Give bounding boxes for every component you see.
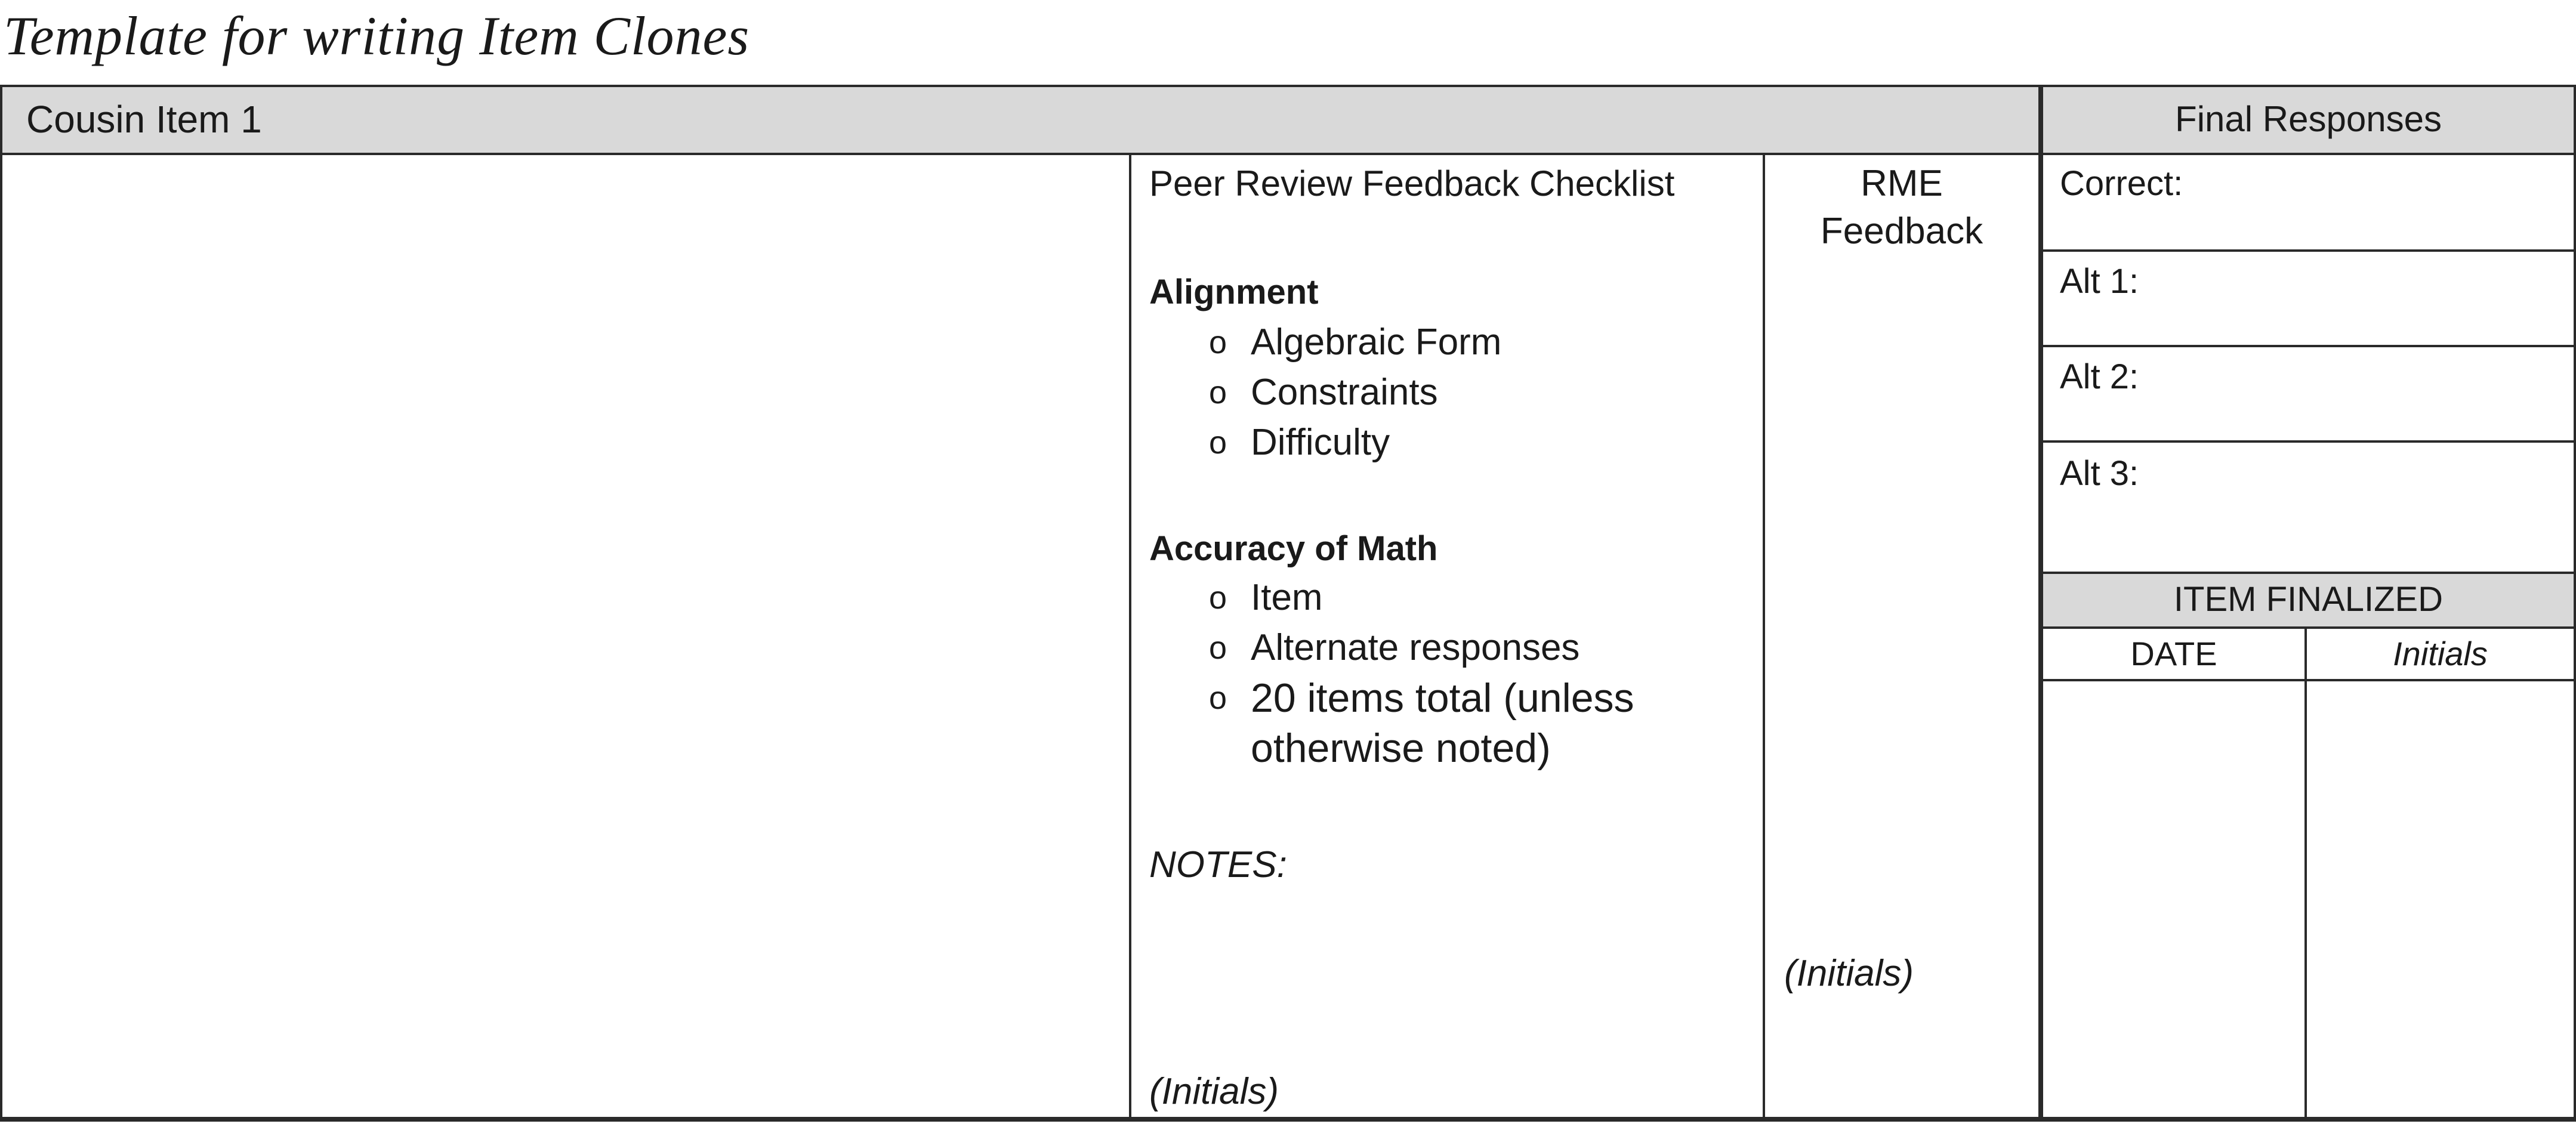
cousin-item-header: Cousin Item 1	[26, 98, 262, 141]
alt3-row-divider	[2043, 572, 2574, 574]
alt3-response-field[interactable]	[2043, 443, 2574, 572]
bullet-circle-icon: o	[1209, 630, 1227, 666]
table-bottom-border	[0, 1117, 2576, 1122]
alt1-response-field[interactable]	[2043, 252, 2574, 345]
cousin-item-header-bar	[2, 87, 2041, 153]
bullet-circle-icon: o	[1209, 325, 1227, 360]
list-item[interactable]	[1209, 623, 1634, 673]
list-item[interactable]	[1209, 573, 1634, 623]
alignment-item-difficulty: Difficulty	[1251, 422, 1390, 463]
bullet-circle-icon: o	[1209, 680, 1227, 716]
alignment-list	[1209, 317, 1501, 468]
accuracy-heading: Accuracy of Math	[1149, 529, 1438, 568]
rme-feedback-title-line2: Feedback	[1820, 211, 1983, 252]
item-finalized-title: ITEM FINALIZED	[2173, 580, 2444, 619]
rme-feedback-title-line1: RME	[1861, 163, 1943, 204]
table-right-border	[2574, 85, 2576, 1122]
accuracy-list	[1209, 573, 1634, 773]
list-item[interactable]	[1209, 368, 1501, 418]
final-responses-divider	[2038, 85, 2043, 1122]
bullet-circle-icon: o	[1209, 375, 1227, 410]
list-item[interactable]	[1209, 317, 1501, 368]
rme-feedback-area[interactable]	[1771, 268, 2032, 925]
alt1-label: Alt 1:	[2060, 262, 2139, 301]
list-item[interactable]	[1209, 673, 1634, 723]
alt2-label: Alt 2:	[2060, 357, 2139, 396]
date-column-header: DATE	[2130, 635, 2217, 672]
alignment-item-constraints: Constraints	[1251, 372, 1438, 413]
rme-initials-label: (Initials)	[1784, 953, 1914, 994]
peer-review-initials-label: (Initials)	[1149, 1071, 1279, 1112]
date-entry-field[interactable]	[2043, 681, 2304, 1117]
accuracy-item-20-items-total: 20 items total (unless	[1251, 675, 1634, 721]
accuracy-item-otherwise-noted: otherwise noted)	[1251, 725, 1551, 771]
item-content-area[interactable]	[2, 155, 1129, 1117]
alt2-response-field[interactable]	[2043, 347, 2574, 440]
bullet-circle-icon: o	[1209, 580, 1227, 616]
alignment-heading: Alignment	[1149, 273, 1319, 311]
alignment-item-algebraic-form: Algebraic Form	[1251, 322, 1502, 363]
accuracy-item-item: Item	[1251, 577, 1323, 618]
item-finalized-divider	[2043, 626, 2574, 629]
initials-column-header: Initials	[2393, 635, 2488, 672]
final-responses-title: Final Responses	[2175, 99, 2442, 139]
notes-label: NOTES:	[1149, 844, 1287, 885]
bullet-circle-icon: o	[1209, 425, 1227, 461]
list-item[interactable]	[1209, 418, 1501, 468]
alt3-label: Alt 3:	[2060, 454, 2139, 493]
correct-response-field[interactable]	[2043, 155, 2574, 249]
correct-label: Correct:	[2060, 164, 2183, 203]
notes-area[interactable]	[1149, 895, 1746, 1062]
peer-review-column	[1131, 155, 1763, 1117]
peer-review-title: Peer Review Feedback Checklist	[1149, 163, 1675, 203]
initials-entry-field[interactable]	[2307, 681, 2574, 1117]
rme-feedback-column	[1765, 155, 2038, 1117]
accuracy-item-alternate-responses: Alternate responses	[1251, 627, 1580, 668]
document-title: Template for writing Item Clones	[4, 5, 750, 66]
list-item	[1209, 723, 1634, 773]
table-top-border	[0, 85, 2576, 87]
